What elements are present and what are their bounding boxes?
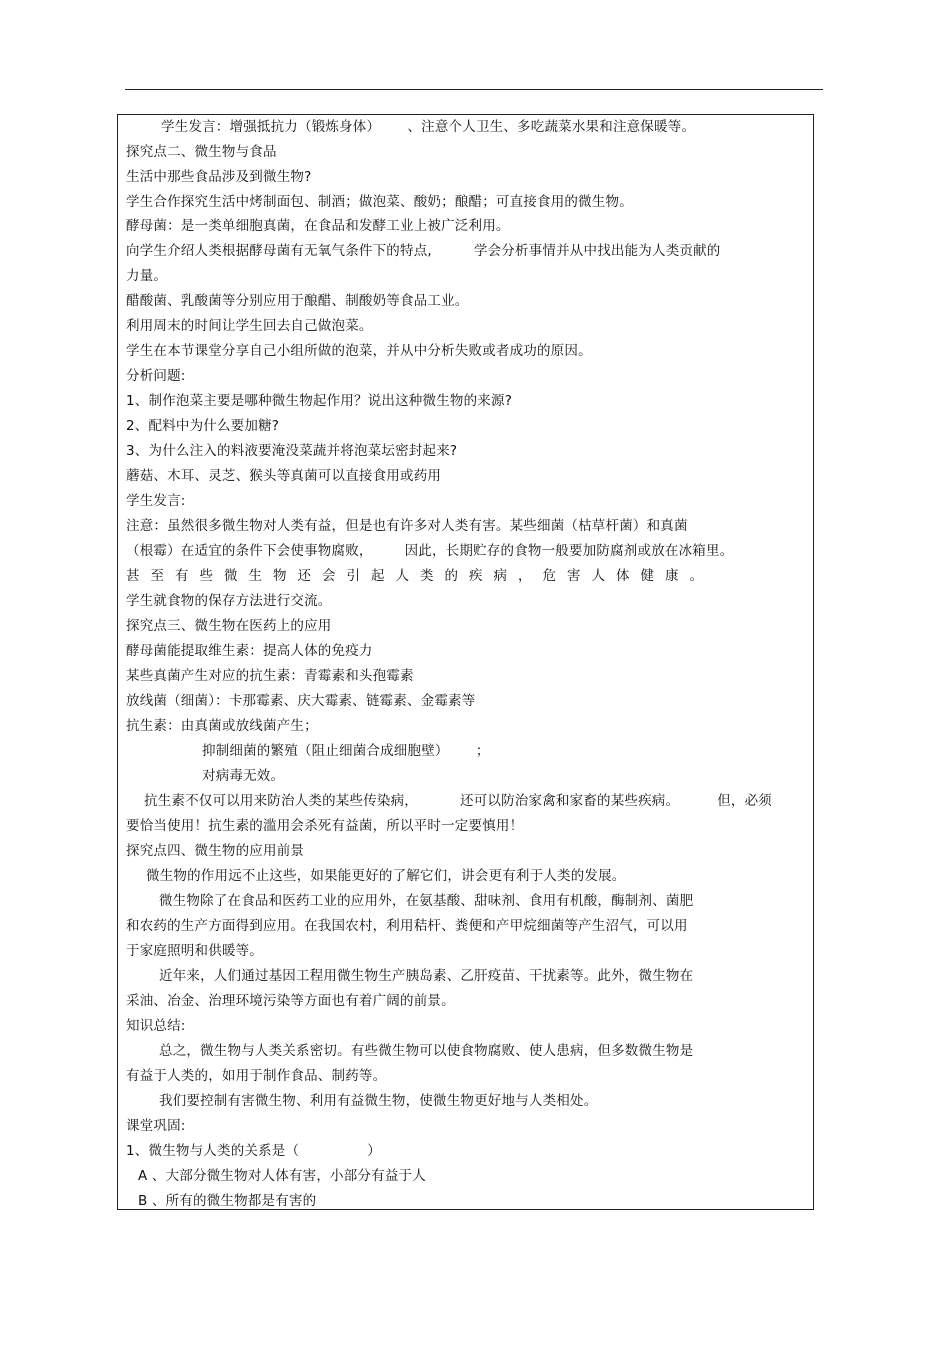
paragraph-line: [126, 339, 592, 363]
section-heading: [126, 839, 304, 863]
paragraph-line: [126, 264, 167, 288]
paragraph-line: [126, 1039, 693, 1063]
text-segment: 采油、冶金、治理环境污染等方面也有着广阔的前景。: [126, 993, 455, 1009]
paragraph-line: [126, 714, 318, 738]
text-segment: 学生就食物的保存方法进行交流。: [126, 593, 332, 609]
answer-option-b: [126, 1189, 316, 1213]
paragraph-line: [126, 939, 263, 963]
paragraph-line: [126, 789, 772, 813]
text-segment: 分析问题:: [126, 368, 186, 384]
paragraph-line: [126, 889, 693, 913]
header-rule: [125, 89, 823, 90]
text-segment: 2、配料中为什么要加糖?: [126, 418, 280, 434]
paragraph-line: [126, 914, 688, 938]
text-segment: ；: [475, 743, 490, 759]
paragraph-line: [126, 764, 284, 788]
section-heading: [126, 140, 277, 164]
paragraph-line: [126, 1089, 597, 1113]
text-segment: 3、为什么注入的料液要淹没菜蔬并将泡菜坛密封起来?: [126, 443, 458, 459]
text-segment: A 、大部分微生物对人体有害，小部分有益于人: [138, 1168, 426, 1184]
text-segment: 总之，微生物与人类关系密切。有些微生物可以使食物腐败、使人患病，但多数微生物是: [159, 1043, 694, 1059]
text-segment: 探究点二、微生物与食品: [126, 144, 277, 160]
question-line: [126, 1139, 381, 1163]
paragraph-line: [126, 739, 490, 763]
section-heading: [126, 1014, 186, 1038]
text-segment: 和农药的生产方面得到应用。在我国农村，利用秸杆、粪便和产甲烷细菌等产生沼气，可以用: [126, 918, 688, 934]
text-segment: 学生在本节课堂分享自己小组所做的泡菜，并从中分析失败或者成功的原因。: [126, 343, 592, 359]
paragraph-line: [126, 514, 688, 538]
text-segment: B 、所有的微生物都是有害的: [138, 1193, 317, 1209]
paragraph-line: [126, 539, 733, 563]
text-segment: 要恰当使用！抗生素的滥用会杀死有益菌，所以平时一定要慎用！: [126, 818, 524, 834]
paragraph-line: [126, 190, 633, 214]
text-segment: 注意：虽然很多微生物对人类有益，但是也有许多对人类有害。某些细菌（枯草杆菌）和真菌: [126, 518, 688, 534]
text-segment: 酵母菌能提取维生素：提高人体的免疫力: [126, 643, 373, 659]
paragraph-line: [126, 464, 441, 488]
text-segment: 放线菌（细菌）：卡那霉素、庆大霉素、链霉素、金霉素等: [126, 693, 476, 709]
paragraph-line: [126, 989, 455, 1013]
text-segment: 有益于人类的，如用于制作食品、制药等。: [126, 1068, 387, 1084]
text-segment: 探究点四、微生物的应用前景: [126, 843, 305, 859]
text-segment: 学生合作探究生活中烤制面包、制酒；做泡菜、酸奶；酿醋；可直接食用的微生物。: [126, 194, 633, 210]
paragraph-line: [126, 814, 523, 838]
answer-option-a: [126, 1164, 426, 1188]
text-segment: 危害人体健康。: [542, 568, 714, 584]
paragraph-line: [126, 964, 693, 988]
paragraph-line: [126, 1064, 386, 1088]
text-segment: 抗生素：由真菌或放线菌产生；: [126, 718, 318, 734]
text-segment: 于家庭照明和供暖等。: [126, 943, 263, 959]
text-segment: 力量。: [126, 268, 168, 284]
text-segment: （根霉）在适宜的条件下会使事物腐败，: [126, 543, 373, 559]
text-segment: 利用周末的时间让学生回去自己做泡菜。: [126, 318, 373, 334]
paragraph-line: [126, 214, 510, 238]
text-segment: 酵母菌：是一类单细胞真菌，在食品和发酵工业上被广泛利用。: [126, 218, 510, 234]
text-segment: 探究点三、微生物在医药上的应用: [126, 618, 332, 634]
paragraph-line: [126, 689, 475, 713]
paragraph-line: [126, 564, 714, 588]
text-segment: 微生物的作用远不止这些，如果能更好的了解它们，讲会更有利于人类的发展。: [146, 868, 626, 884]
text-segment: 近年来，人们通过基因工程用微生物生产胰岛素、乙肝疫苗、干扰素等。此外，微生物在: [159, 968, 694, 984]
text-segment: 蘑菇、木耳、灵芝、猴头等真菌可以直接食用或药用: [126, 468, 442, 484]
text-segment: 、注意个人卫生、多吃蔬菜水果和注意保暖等。: [407, 119, 696, 135]
section-heading: [126, 364, 186, 388]
question-line: [126, 414, 279, 438]
text-segment: 向学生介绍人类根据酵母菌有无氧气条件下的特点,: [126, 243, 432, 259]
text-segment: 但，必须: [717, 793, 773, 809]
text-segment: 学会分析事情并从中找出能为人类贡献的: [473, 243, 721, 259]
paragraph-line: [126, 489, 186, 513]
question-line: [126, 439, 457, 463]
text-segment: 甚至有些微生物还会引起人类的疾病，: [126, 568, 543, 584]
text-segment: 生活中那些食品涉及到微生物?: [126, 169, 312, 185]
question-line: [126, 389, 512, 413]
text-segment: 课堂巩固:: [126, 1118, 186, 1134]
text-segment: 因此，长期贮存的食物一般要加防腐剂或放在冰箱里。: [404, 543, 734, 559]
paragraph-line: [126, 864, 626, 888]
paragraph-line: [126, 314, 373, 338]
text-segment: 抗生素不仅可以用来防治人类的某些传染病，: [144, 793, 418, 809]
text-segment: 还可以防治家禽和家畜的某些疾病。: [460, 793, 680, 809]
section-heading: [126, 614, 332, 638]
section-heading: [126, 1114, 186, 1138]
paragraph-line: [126, 115, 695, 139]
paragraph-line: [126, 289, 469, 313]
text-segment: 1、微生物与人类的关系是（: [126, 1143, 300, 1159]
paragraph-line: [126, 239, 721, 263]
text-segment: 学生发言:: [126, 493, 186, 509]
paragraph-line: [126, 664, 414, 688]
text-segment: 抑制细菌的繁殖（阻止细菌合成细胞壁）: [202, 743, 442, 759]
text-segment: 某些真菌产生对应的抗生素：青霉素和头孢霉素: [126, 668, 414, 684]
text-segment: 微生物除了在食品和医药工业的应用外，在氨基酸、甜味剂、食用有机酸，酶制剂、菌肥: [159, 893, 694, 909]
paragraph-line: [126, 639, 373, 663]
paragraph-line: [126, 165, 311, 189]
text-segment: 我们要控制有害微生物、利用有益微生物，使微生物更好地与人类相处。: [159, 1093, 598, 1109]
text-segment: 对病毒无效。: [202, 768, 285, 784]
text-segment: 醋酸菌、乳酸菌等分别应用于酿醋、制酸奶等食品工业。: [126, 293, 469, 309]
text-segment: 1、制作泡菜主要是哪种微生物起作用？说出这种微生物的来源?: [126, 393, 513, 409]
text-segment: ）: [367, 1143, 381, 1159]
text-segment: 知识总结:: [126, 1018, 186, 1034]
text-segment: 学生发言：增强抵抗力（锻炼身体）: [161, 119, 374, 135]
paragraph-line: [126, 589, 332, 613]
